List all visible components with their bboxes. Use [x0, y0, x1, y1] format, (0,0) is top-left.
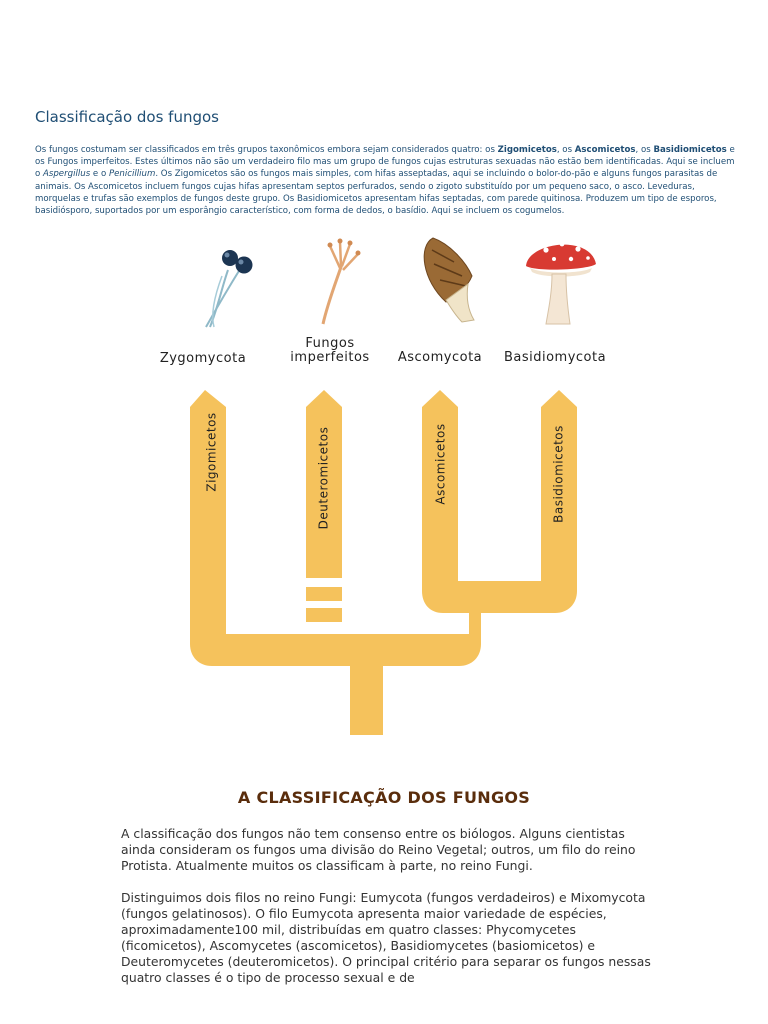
intro-text: , os [635, 145, 654, 155]
deutero-dash-2 [306, 608, 342, 622]
deutero-dash-1 [306, 587, 342, 601]
label-zygomycota: Zygomycota [159, 351, 247, 366]
term-basidiomicetos: Basidiomicetos [653, 145, 727, 155]
tree-branches [190, 390, 577, 735]
imperfeitos-illustration [323, 239, 361, 325]
intro-text: e o [90, 169, 109, 180]
intro-text: . Os Zigomicetos são os fungos mais simples, com hifas asseptadas, aqui se incluindo o bolor-do-pão e alguns fungos parasitas de animais. Os Ascomicetos incluem fungos cujas hifas apresentam septos perfurados, sendo o zigoto substituído por um pequeno saco, o asco. Leveduras, morquelas e trufas são exemplos de fungos deste grupo. Os Basidiomicetos apresentam hifas septadas, com parede quitinosa. Produzem um tipo de esporos, basidiósporo, suportados por um esporângio característico, com forma de dedos, o basídio. Aqui se incluem os cogumelos. [35, 169, 718, 217]
zygomycota-illustration [206, 250, 253, 327]
term-aspergillus: Aspergillus [43, 169, 91, 180]
phylogeny-svg [150, 232, 620, 742]
branch-label-deuteromicetos: Deuteromicetos [316, 426, 331, 530]
branch-label-ascomicetos: Ascomicetos [433, 423, 448, 505]
label-fungos: Fungos [305, 336, 355, 351]
branch-label-basidiomicetos: Basidiomicetos [551, 425, 566, 523]
paragraph-2: Distinguimos dois filos no reino Fungi: Eumycota (fungos verdadeiros) e Mixomycota (fungos gelatinosos). O filo Eumycota apresenta maior variedade de espécies, aproximadamente100 mil, distribuídas em quatro classes: Phycomycetes (ficomicetos), Ascomycetes (ascomicetos), Basidiomycetes (basiomicetos) e Deuteromycetes (deuteromicetos). O principal critério para separar os fungos nessas quatro classes é o tipo de processo sexual e de [121, 890, 651, 985]
paragraph-1: A classificação dos fungos não tem consenso entre os biólogos. Alguns cientistas ainda consideram os fungos uma divisão do Reino Vegetal; outros, um filo do reino Protista. Atualmente muitos os classificam à parte, no reino Fungi. [121, 826, 636, 873]
intro-text: e os Fungos imperfeitos. Estes últimos não são um verdadeiro filo mas um grupo de fungos cujas estruturas sexuadas não estão bem identificadas. Aqui se incluem o [35, 145, 735, 180]
fungi-phylogeny-diagram [150, 232, 620, 742]
term-penicillium: Penicillium [108, 169, 156, 180]
intro-text: Os fungos costumam ser classificados em três grupos taxonômicos embora sejam considerados quatro: os [35, 145, 498, 155]
intro-paragraph [35, 144, 735, 217]
page-title: Classificação dos fungos [35, 108, 219, 126]
section-heading: A CLASSIFICAÇÃO DOS FUNGOS [237, 788, 531, 807]
label-ascomycota: Ascomycota [397, 350, 483, 365]
label-basidiomycota: Basidiomycota [503, 350, 607, 365]
intro-text: , os [556, 145, 575, 155]
branch-label-zigomicetos: Zigomicetos [204, 412, 219, 492]
mushroom-illustration [526, 242, 596, 324]
term-zigomicetos: Zigomicetos [497, 145, 557, 155]
term-ascomicetos: Ascomicetos [574, 145, 636, 155]
label-imperfeitos: imperfeitos [290, 350, 370, 365]
morel-illustration [424, 238, 474, 322]
